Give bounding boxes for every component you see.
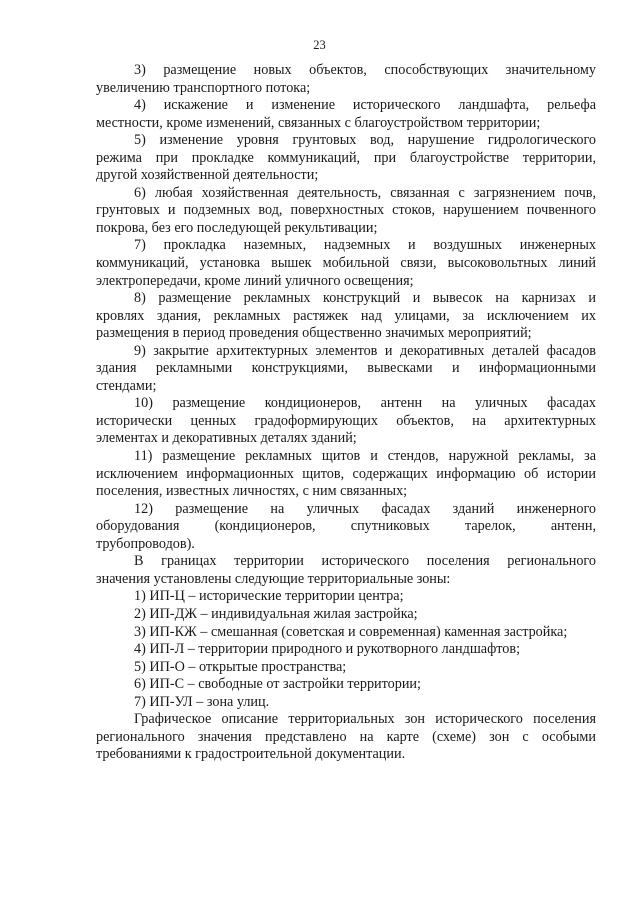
text-line: режима при прокладке коммуникаций, при благоустройстве территории, <box>96 149 596 166</box>
text-line: оборудования (кондиционеров, спутниковых тарелок, антенн, <box>96 518 596 535</box>
document-body <box>96 62 596 764</box>
paragraph-item-8 <box>96 290 596 343</box>
text-line: другой хозяйственной деятельности; <box>96 167 319 184</box>
text-line: 9) закрытие архитектурных элементов и декоративных деталей фасадов <box>134 342 596 359</box>
text-line: грунтовых и подземных вод, поверхностных стоков, нарушением почвенного <box>96 202 596 219</box>
paragraph-item-3 <box>96 62 596 97</box>
zone-list-item: 3) ИП-КЖ – смешанная (советская и современная) каменная застройка; <box>134 623 568 640</box>
text-line: увеличению транспортного потока; <box>96 79 311 96</box>
paragraph-zones-intro <box>96 553 596 588</box>
page-number: 23 <box>313 38 326 52</box>
zone-list-item: 7) ИП-УЛ – зона улиц. <box>134 693 270 710</box>
text-line: элементах и декоративных деталях зданий; <box>96 430 357 447</box>
zone-list-item: 6) ИП-С – свободные от застройки территории; <box>134 676 421 693</box>
zone-list-item: 5) ИП-О – открытые пространства; <box>134 658 347 675</box>
paragraph-item-11 <box>96 448 596 501</box>
text-line: 6) любая хозяйственная деятельность, связанная с загрязнением почв, <box>134 184 596 201</box>
text-line: электропередачи, кроме линий уличного освещения; <box>96 272 414 289</box>
text-line: размещения в период проведения общественно значимых мероприятий; <box>96 325 532 342</box>
text-line: Графическое описание территориальных зон исторического поселения <box>134 711 596 728</box>
text-line: значения установлены следующие территориальные зоны: <box>96 570 451 587</box>
text-line: трубопроводов). <box>96 535 195 552</box>
text-line: 8) размещение рекламных конструкций и вывесок на карнизах и <box>134 290 596 307</box>
text-line: исключением информационных щитов, содержащих информацию об истории <box>96 465 596 482</box>
paragraph-item-7 <box>96 237 596 290</box>
text-line: 7) прокладка наземных, надземных и воздушных инженерных <box>134 237 596 254</box>
text-line: 12) размещение на уличных фасадах зданий инженерного <box>134 500 596 517</box>
text-line: В границах территории исторического поселения регионального <box>134 553 596 570</box>
text-line: 11) размещение рекламных щитов и стендов, наружной рекламы, за <box>134 448 596 465</box>
text-line: требованиями к градостроительной документации. <box>96 746 406 763</box>
text-line: кровлях здания, рекламных растяжек над улицами, за исключением их <box>96 307 596 324</box>
text-line: поселения, известных личностях, с ним связанных; <box>96 483 408 500</box>
paragraph-closing <box>96 711 596 764</box>
text-line: коммуникаций, установка вышек мобильной связи, высоковольтных линий <box>96 255 596 272</box>
paragraph-item-5 <box>96 132 596 185</box>
text-line: регионального значения представлено на карте (схеме) зон с особыми <box>96 728 596 745</box>
text-line: 3) размещение новых объектов, способствующих значительному <box>134 62 596 78</box>
zone-list-item: 2) ИП-ДЖ – индивидуальная жилая застройка; <box>134 605 418 622</box>
text-line: 4) искажение и изменение исторического ландшафта, рельефа <box>134 97 596 114</box>
zones-list <box>96 588 596 711</box>
text-line: местности, кроме изменений, связанных с благоустройством территории; <box>96 114 541 131</box>
paragraph-item-12 <box>96 501 596 554</box>
paragraph-item-4 <box>96 97 596 132</box>
paragraph-item-9 <box>96 343 596 396</box>
zone-list-item: 1) ИП-Ц – исторические территории центра; <box>134 588 404 605</box>
text-line: 10) размещение кондиционеров, антенн на уличных фасадах <box>134 395 596 412</box>
paragraph-item-6 <box>96 185 596 238</box>
paragraph-item-10 <box>96 395 596 448</box>
text-line: покрова, без его последующей рекультивации; <box>96 219 378 236</box>
zone-list-item: 4) ИП-Л – территории природного и рукотворного ландшафтов; <box>134 641 521 658</box>
text-line: здания рекламными конструкциями, вывесками и информационными <box>96 360 596 377</box>
text-line: 5) изменение уровня грунтовых вод, нарушение гидрологического <box>134 132 596 149</box>
text-line: исторически ценных градоформирующих объектов, на архитектурных <box>96 412 596 429</box>
text-line: стендами; <box>96 377 157 394</box>
